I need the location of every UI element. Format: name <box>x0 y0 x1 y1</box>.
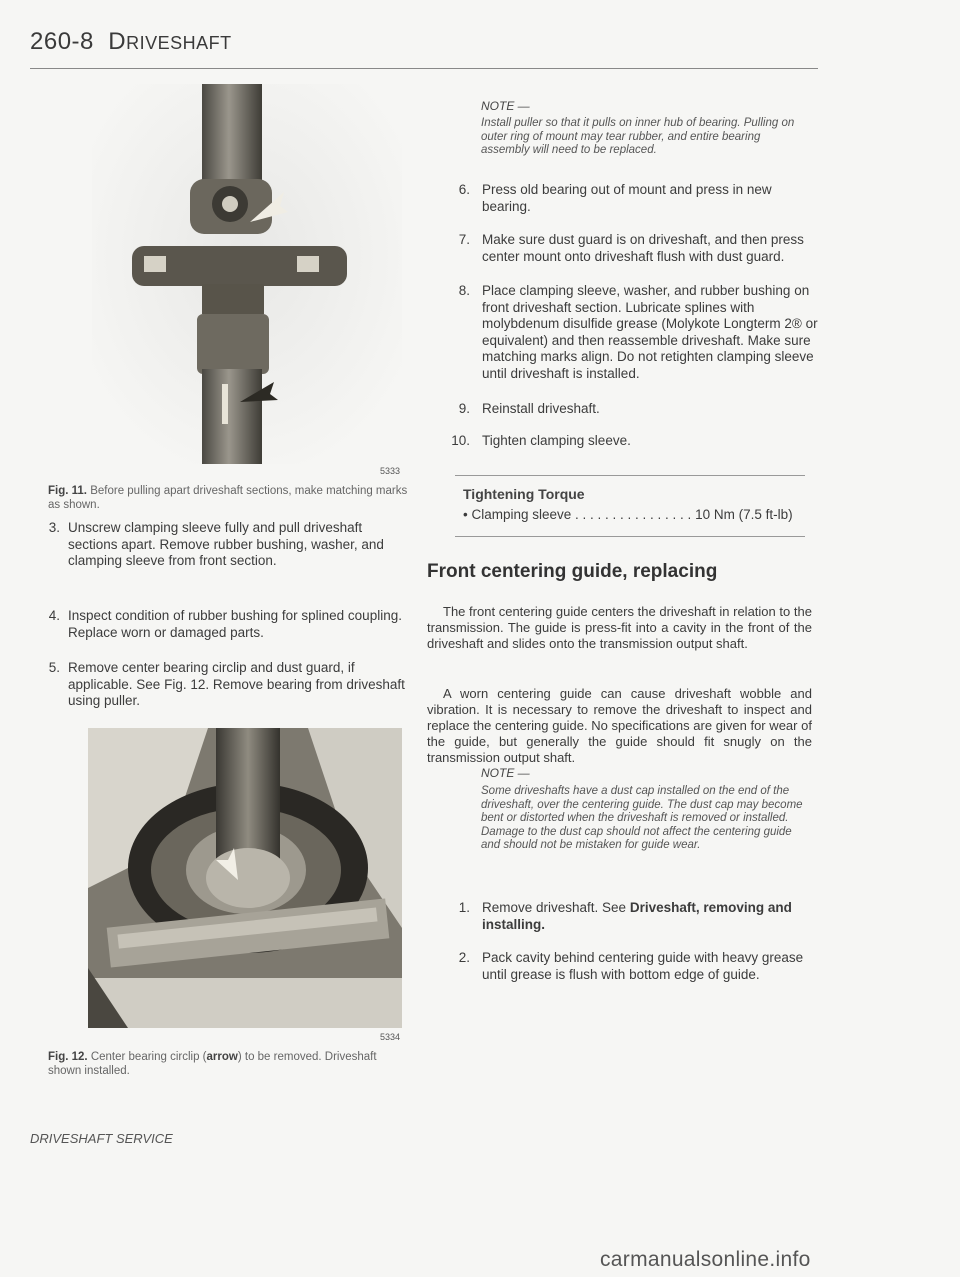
step-text: Remove center bearing circlip and dust guard, if applicable. See Fig. 12. Remove bearing from driveshaft using puller. <box>68 660 405 708</box>
watermark: carmanualsonline.info <box>600 1248 811 1271</box>
guide-step-1 <box>450 900 818 933</box>
step-text: Unscrew clamping sleeve fully and pull driveshaft sections apart. Remove rubber bushing, washer, and clamping sleeve from front section. <box>68 520 384 568</box>
note-1-label: NOTE — <box>481 99 530 113</box>
step-number: 6. <box>458 182 470 197</box>
torque-top-rule <box>455 475 805 476</box>
figure-12-caption-after: ) to be removed. Driveshaft shown installed. <box>48 1051 377 1077</box>
step-text: Inspect condition of rubber bushing for splined coupling. Replace worn or damaged parts. <box>68 608 402 640</box>
step-text: Make sure dust guard is on driveshaft, and then press center mount onto driveshaft flush with dust guard. <box>482 232 804 264</box>
step-number: 5. <box>48 660 60 675</box>
section-paragraph-1: The front centering guide centers the driveshaft in relation to the transmission. The guide is press-fit into a cavity in the front of the driveshaft and slides onto the transmission output shaft. <box>427 604 812 651</box>
section-paragraph-2: A worn centering guide can cause driveshaft wobble and vibration. It is necessary to remove the driveshaft to inspect and replace the centering guide. No specifications are given for wear of the guide, but generally the guide should fit snugly on the transmission output shaft. <box>427 686 812 765</box>
step-number: 9. <box>458 401 470 416</box>
step-number: 7. <box>458 232 470 247</box>
step-6 <box>450 182 818 215</box>
step-text: Remove driveshaft. See <box>482 900 630 915</box>
center-bearing-photo-graphic <box>88 728 402 1028</box>
torque-title: Tightening Torque <box>463 486 585 502</box>
chapter-title-initial: D <box>108 28 127 55</box>
torque-bottom-rule <box>455 536 805 537</box>
step-text: Pack cavity behind centering guide with heavy grease until grease is flush with bottom edge of guide. <box>482 950 804 982</box>
figure-12-label: Fig. 12. <box>48 1051 88 1063</box>
figure-11-image-number: 5333 <box>380 466 401 476</box>
step-number: 4. <box>48 608 60 623</box>
step-10 <box>450 433 818 450</box>
torque-item: • Clamping sleeve <box>463 507 572 522</box>
section-title: Front centering guide, replacing <box>427 561 718 582</box>
chapter-title-rest: RIVESHAFT <box>126 33 232 53</box>
step-text: Press old bearing out of mount and press in new bearing. <box>482 182 772 214</box>
step-number: 3. <box>48 520 60 535</box>
step-text: Tighten clamping sleeve. <box>482 433 631 448</box>
figure-12-photo <box>88 728 402 1028</box>
step-number: 2. <box>458 950 470 965</box>
figure-12-caption-bold: arrow <box>206 1051 238 1063</box>
step-text: Place clamping sleeve, washer, and rubber bushing on front driveshaft section. Lubricate splines with molybdenum disulfide grease (Molykote Longterm 2® or equivalent) and then reassemble driveshaft. Make sure matching marks align. Do not retighten clamping sleeve until driveshaft is installed. <box>482 283 818 381</box>
note-2-label: NOTE — <box>481 766 530 780</box>
step-9 <box>450 401 818 418</box>
note-2-text: Some driveshafts have a dust cap installed on the end of the driveshaft, over the centering guide. The dust cap may become bent or distorted when the driveshaft is removed or installed. Damage to the dust cap should not affect the centering guide and should not be mistaken for guide wear. <box>481 785 803 851</box>
guide-step-2 <box>450 950 818 983</box>
torque-spec <box>463 507 793 522</box>
step-reference: Driveshaft, removing and installing. <box>482 900 792 932</box>
step-8 <box>450 283 818 382</box>
figure-11-label: Fig. 11. <box>48 485 87 497</box>
step-7 <box>450 232 818 265</box>
figure-12-caption <box>48 1050 408 1078</box>
torque-value: 10 Nm (7.5 ft-lb) <box>695 507 793 522</box>
step-text: Reinstall driveshaft. <box>482 401 600 416</box>
driveshaft-photo-graphic <box>92 84 402 464</box>
figure-12-image-number: 5334 <box>380 1032 401 1042</box>
step-3 <box>40 520 408 570</box>
figure-11-caption <box>48 484 408 512</box>
figure-11-photo <box>92 84 402 464</box>
step-4 <box>40 608 408 641</box>
figure-11-caption-text: Before pulling apart driveshaft sections, make matching marks as shown. <box>48 485 408 511</box>
header-rule <box>30 68 818 69</box>
torque-dots: . . . . . . . . . . . . . . . . <box>571 507 696 522</box>
step-5 <box>40 660 408 710</box>
step-number: 8. <box>458 283 470 298</box>
step-number: 1. <box>458 900 470 915</box>
page-header <box>30 28 232 56</box>
page-footer: DRIVESHAFT SERVICE <box>30 1131 173 1146</box>
figure-12-caption-before: Center bearing circlip ( <box>90 1051 207 1063</box>
page-number: 260-8 <box>30 28 94 55</box>
note-1-text: Install puller so that it pulls on inner hub of bearing. Pulling on outer ring of mount may tear rubber, and entire bearing assembly will need to be replaced. <box>481 117 795 156</box>
step-number: 10. <box>451 433 470 448</box>
